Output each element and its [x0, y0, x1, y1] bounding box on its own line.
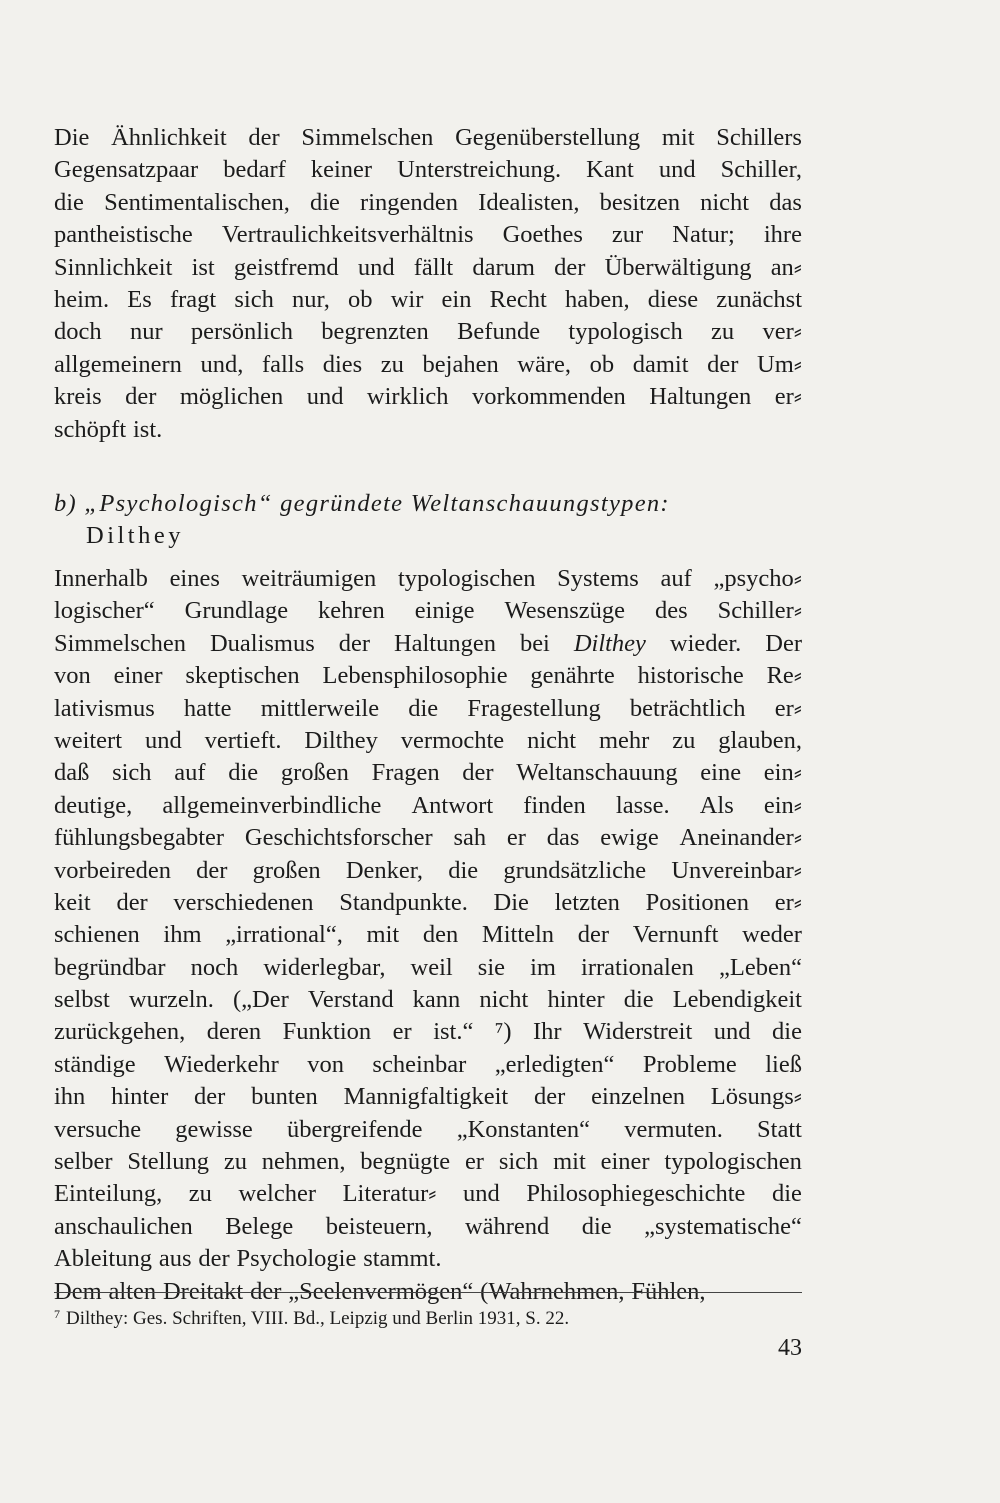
text-line: Dem alten Dreitakt der „Seelenvermögen“ (Wahrnehmen, Fühlen,: [54, 1277, 706, 1305]
text-line: anschaulichen Belege beisteuern, während die „systematische“: [54, 1212, 802, 1240]
footnote-text: Dilthey: Ges. Schriften, VIII. Bd., Leipzig und Berlin 1931, S. 22.: [66, 1308, 570, 1329]
text-line: Die Ähnlichkeit der Simmelschen Gegenüberstellung mit Schillers: [54, 124, 802, 151]
footnote: [54, 1301, 569, 1332]
text-line: von einer skeptischen Lebensphilosophie genährte historische Re⸗: [54, 662, 802, 690]
text-line: vorbeireden der großen Denker, die grundsätzliche Unvereinbar⸗: [54, 856, 802, 884]
footnote-marker: 7: [54, 1307, 60, 1321]
heading-author: Dilthey: [86, 522, 184, 550]
text-line: begründbar noch widerlegbar, weil sie im irrationalen „Leben“: [54, 953, 802, 981]
text-line: zurückgehen, deren Funktion er ist.“ ⁷) Ihr Widerstreit und die: [54, 1018, 802, 1046]
text-line: heim. Es fragt sich nur, ob wir ein Recht haben, diese zunächst: [54, 285, 802, 313]
text-line: pantheistische Vertraulichkeitsverhältnis Goethes zur Natur; ihre: [54, 221, 802, 249]
footnote-divider: [54, 1292, 802, 1293]
text-line: deutige, allgemeinverbindliche Antwort finden lasse. Als ein⸗: [54, 791, 802, 819]
paragraph-2: [54, 563, 802, 1308]
text-line: Simmelschen Dualismus der Haltungen bei Dilthey wieder. Der: [54, 629, 802, 657]
text-line: weitert und vertieft. Dilthey vermochte nicht mehr zu glauben,: [54, 726, 802, 754]
text-line: Gegensatzpaar bedarf keiner Unterstreichung. Kant und Schiller,: [54, 156, 802, 184]
text-line: schienen ihm „irrational“, mit den Mitteln der Vernunft weder: [54, 921, 802, 949]
text-line: selber Stellung zu nehmen, begnügte er sich mit einer typologischen: [54, 1148, 802, 1176]
text-line: Sinnlichkeit ist geistfremd und fällt darum der Überwältigung an⸗: [54, 253, 802, 281]
text-line: ihn hinter der bunten Mannigfaltigkeit der einzelnen Lösungs⸗: [54, 1083, 802, 1111]
paragraph-1: [54, 122, 802, 446]
text-line: versuche gewisse übergreifende „Konstanten“ vermuten. Statt: [54, 1115, 802, 1143]
section-heading: [54, 488, 802, 553]
text-line: fühlungsbegabter Geschichtsforscher sah er das ewige Aneinander⸗: [54, 824, 802, 852]
text-line: logischer“ Grundlage kehren einige Wesenszüge des Schiller⸗: [54, 597, 802, 625]
text-line: allgemeinern und, falls dies zu bejahen wäre, ob damit der Um⸗: [54, 350, 802, 378]
text-line: lativismus hatte mittlerweile die Fragestellung beträchtlich er⸗: [54, 694, 802, 722]
heading-title: b) „Psychologisch“ gegründete Weltanschauungstypen:: [54, 490, 670, 517]
text-line: schöpft ist.: [54, 415, 163, 443]
text-line: kreis der möglichen und wirklich vorkommenden Haltungen er⸗: [54, 383, 802, 411]
text-line: daß sich auf die großen Fragen der Weltanschauung eine ein⸗: [54, 759, 802, 787]
text-line: ständige Wiederkehr von scheinbar „erledigten“ Probleme ließ: [54, 1050, 802, 1078]
page-number: 43: [778, 1335, 802, 1361]
text-line: selbst wurzeln. („Der Verstand kann nicht hinter die Lebendigkeit: [54, 986, 802, 1014]
text-line: die Sentimentalischen, die ringenden Idealisten, besitzen nicht das: [54, 188, 802, 216]
text-line: Einteilung, zu welcher Literatur⸗ und Philosophiegeschichte die: [54, 1180, 802, 1208]
text-line: keit der verschiedenen Standpunkte. Die letzten Positionen er⸗: [54, 888, 802, 916]
text-line: Innerhalb eines weiträumigen typologischen Systems auf „psycho⸗: [54, 565, 802, 592]
text-line: Ableitung aus der Psychologie stammt.: [54, 1245, 442, 1273]
text-line: doch nur persönlich begrenzten Befunde typologisch zu ver⸗: [54, 318, 802, 346]
